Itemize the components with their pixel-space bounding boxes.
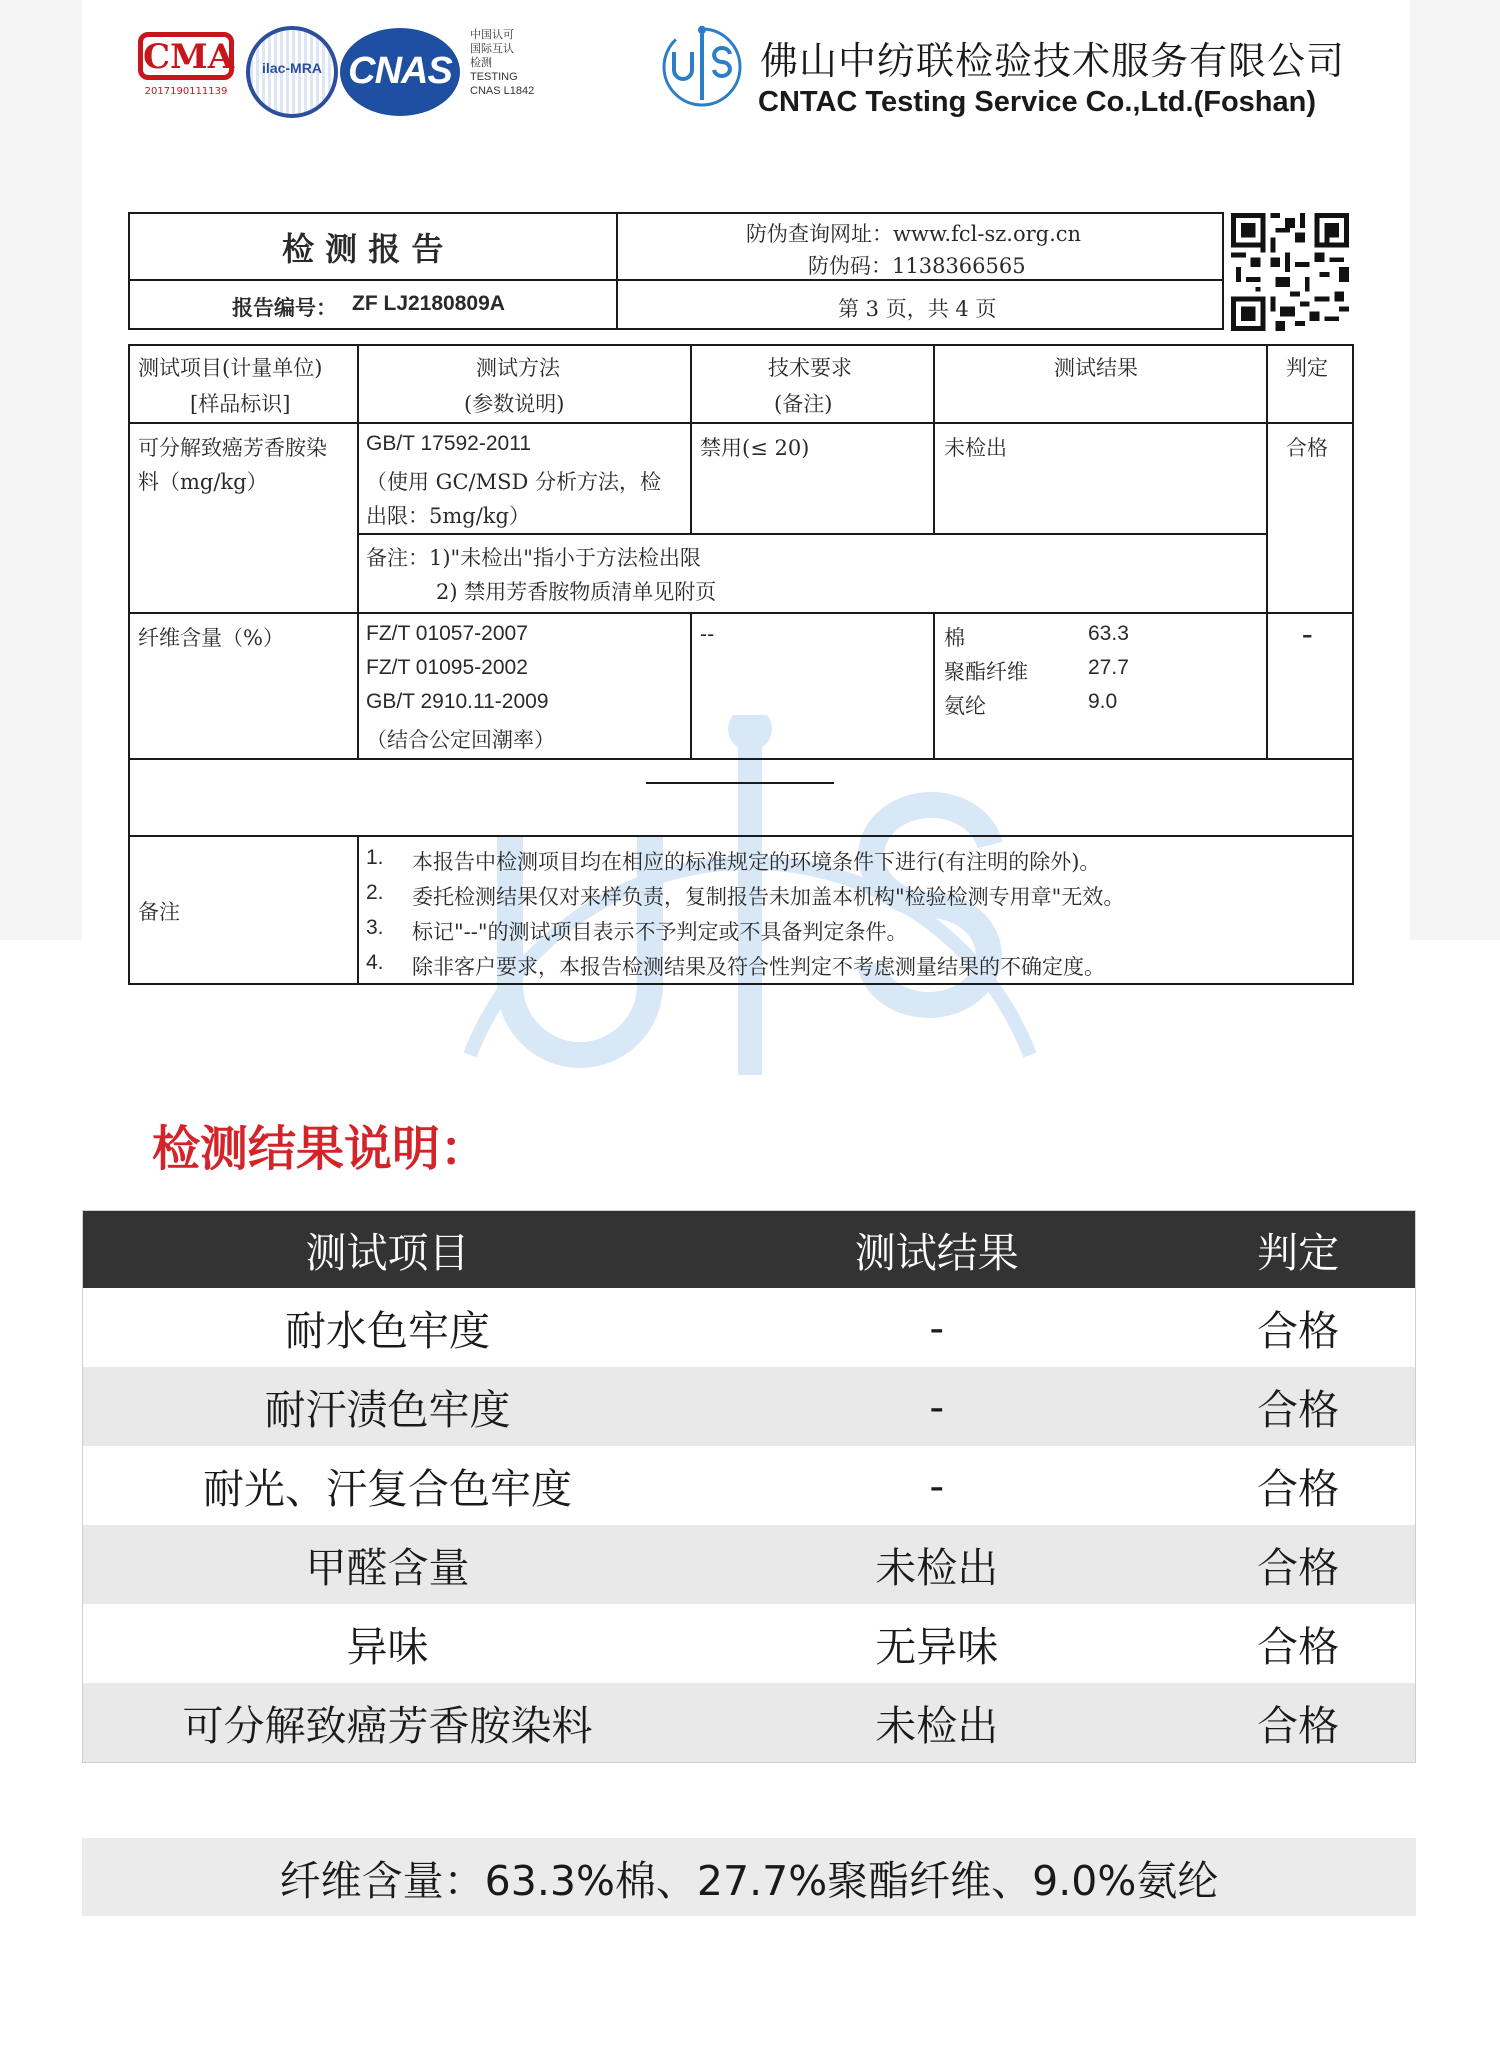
rule xyxy=(616,212,618,330)
table-row xyxy=(83,1604,1415,1683)
rule xyxy=(128,212,1224,214)
header-judgement: 判定 xyxy=(1257,1229,1340,1277)
remark-text: 除非客户要求，本报告检测结果及符合性判定不考虑测量结果的不确定度。 xyxy=(412,955,1105,979)
rule xyxy=(128,983,1354,985)
company-name-cn: 佛山中纺联检验技术服务有限公司 xyxy=(760,39,1346,83)
remark-number: 2. xyxy=(366,881,384,904)
row2-method-line: FZ/T 01095-2002 xyxy=(366,656,528,679)
table-row xyxy=(83,1683,1415,1762)
remark-number: 1. xyxy=(366,846,384,869)
col-item-header: 测试项目(计量单位) xyxy=(138,356,323,380)
col-judge-header: 判定 xyxy=(1286,356,1328,380)
row-test-result: - xyxy=(929,1382,945,1431)
remark-number: 3. xyxy=(366,916,384,939)
remark-number: 4. xyxy=(366,951,384,974)
fiber-name: 聚酯纤维 xyxy=(944,660,1028,684)
row-judgement: 合格 xyxy=(1257,1544,1340,1592)
cnas-side-line: 检测 xyxy=(470,57,492,69)
page-info: 第 3 页，共 4 页 xyxy=(838,297,997,321)
remark-text: 本报告中检测项目均在相应的标准规定的环境条件下进行(有注明的除外)。 xyxy=(412,850,1101,874)
row-test-result: - xyxy=(929,1303,945,1352)
anti-fake-url: 防伪查询网址：www.fcl-sz.org.cn xyxy=(746,222,1082,246)
rule xyxy=(128,758,1354,760)
rule xyxy=(933,344,935,534)
table-row xyxy=(83,1367,1415,1446)
cnas-side-text xyxy=(470,28,534,98)
fiber-content-summary: 纤维含量：63.3%棉、27.7%聚酯纤维、9.0%氨纶 xyxy=(82,1838,1416,1916)
report-title: 检 测 报 告 xyxy=(282,230,444,268)
cnas-mark: CNAS xyxy=(348,50,452,92)
report-number: ZF LJ2180809A xyxy=(352,292,505,315)
row2-judge: – xyxy=(1302,622,1313,647)
col-requirement-subheader: (备注) xyxy=(774,392,833,416)
row1-note-line: 2) 禁用芳香胺物质清单见附页 xyxy=(436,580,717,604)
rule xyxy=(690,344,692,534)
cma-number: 2017190111139 xyxy=(144,86,228,97)
fiber-value: 9.0 xyxy=(1088,690,1118,713)
row-judgement: 合格 xyxy=(1257,1702,1340,1750)
rule xyxy=(358,533,1268,535)
table-row xyxy=(83,1288,1415,1367)
fiber-name: 氨纶 xyxy=(944,694,986,718)
row-test-result: 无异味 xyxy=(875,1623,999,1671)
report-number-label: 报告编号： xyxy=(232,295,337,320)
row1-item-line: 料（mg/kg） xyxy=(138,470,268,494)
row2-method-line: （结合公定回潮率） xyxy=(366,728,555,752)
ilac-mark: ilac-MRA xyxy=(262,60,322,76)
rule xyxy=(1222,212,1224,330)
cnas-side-line: 国际互认 xyxy=(470,43,514,55)
table-header-row xyxy=(83,1211,1415,1288)
row1-item-line: 可分解致癌芳香胺染 xyxy=(138,436,327,460)
remark-text: 标记"--"的测试项目表示不予判定或不具备判定条件。 xyxy=(412,920,908,944)
row2-requirement: -- xyxy=(700,622,715,646)
anti-fake-code: 防伪码：1138366565 xyxy=(808,254,1026,278)
cnas-side-line: 中国认可 xyxy=(470,29,514,41)
cma-mark: CMA xyxy=(138,32,234,80)
company-name-en: CNTAC Testing Service Co.,Ltd.(Foshan) xyxy=(758,86,1317,118)
row-judgement: 合格 xyxy=(1257,1465,1340,1513)
row-judgement: 合格 xyxy=(1257,1386,1340,1434)
rule xyxy=(357,835,359,985)
rule xyxy=(357,344,359,760)
row-test-item: 甲醛含量 xyxy=(305,1544,470,1592)
col-method-header: 测试方法 xyxy=(476,356,560,380)
row-test-result: - xyxy=(929,1461,945,1510)
row1-note-line: 备注：1)"未检出"指小于方法检出限 xyxy=(366,546,701,570)
rule xyxy=(1352,344,1354,985)
empty-row-dash xyxy=(646,782,834,784)
fiber-value: 63.3 xyxy=(1088,622,1129,645)
rule xyxy=(128,279,1224,281)
qr-code-icon xyxy=(1230,213,1350,331)
rule xyxy=(128,212,130,330)
rule xyxy=(128,344,130,985)
cnas-side-line: CNAS L1842 xyxy=(470,85,535,97)
remarks-label: 备注 xyxy=(138,900,180,924)
fiber-value: 27.7 xyxy=(1088,656,1129,679)
row1-judge: 合格 xyxy=(1286,436,1328,460)
uts-logo-icon xyxy=(660,22,744,112)
row-test-item: 可分解致癌芳香胺染料 xyxy=(182,1702,593,1750)
rule xyxy=(128,328,1224,330)
row1-result: 未检出 xyxy=(944,436,1007,460)
col-result-header: 测试结果 xyxy=(1054,356,1138,380)
row1-method-line: 出限：5mg/kg） xyxy=(366,504,530,528)
row1-requirement: 禁用(≤ 20) xyxy=(700,436,810,460)
header-test-result: 测试结果 xyxy=(854,1229,1019,1277)
rule xyxy=(933,612,935,760)
row-test-item: 耐光、汗复合色牢度 xyxy=(203,1465,573,1513)
row2-method-line: GB/T 2910.11-2009 xyxy=(366,690,549,713)
rule xyxy=(128,612,1354,614)
fiber-name: 棉 xyxy=(944,626,965,650)
row-test-item: 耐水色牢度 xyxy=(285,1307,491,1355)
row1-method-line: GB/T 17592-2011 xyxy=(366,432,532,455)
col-method-subheader: (参数说明) xyxy=(464,392,565,416)
row1-method-line: （使用 GC/MSD 分析方法，检 xyxy=(366,470,661,494)
cnas-side-line: TESTING xyxy=(470,71,518,83)
page-margin-left xyxy=(0,0,82,940)
col-item-subheader: [样品标识] xyxy=(190,392,291,416)
remark-text: 委托检测结果仅对来样负责，复制报告未加盖本机构"检验检测专用章"无效。 xyxy=(412,885,1125,909)
row-judgement: 合格 xyxy=(1257,1307,1340,1355)
rule xyxy=(128,835,1354,837)
page-margin-right xyxy=(1410,0,1500,940)
rule xyxy=(128,344,1354,346)
cnas-logo xyxy=(340,28,460,116)
row-test-result: 未检出 xyxy=(875,1702,999,1750)
result-explanation-title: 检测结果说明： xyxy=(152,1121,489,1177)
table-row xyxy=(83,1525,1415,1604)
ilac-mra-logo xyxy=(246,26,338,118)
result-summary-table xyxy=(82,1210,1416,1763)
rule xyxy=(1266,344,1268,760)
row-test-result: 未检出 xyxy=(875,1544,999,1592)
header-test-item: 测试项目 xyxy=(305,1229,470,1277)
row-test-item: 耐汗渍色牢度 xyxy=(264,1386,511,1434)
row2-item: 纤维含量（%） xyxy=(138,626,284,650)
cma-logo xyxy=(138,32,234,102)
row-judgement: 合格 xyxy=(1257,1623,1340,1671)
table-row xyxy=(83,1446,1415,1525)
rule xyxy=(128,422,1354,424)
row-test-item: 异味 xyxy=(346,1623,429,1671)
col-requirement-header: 技术要求 xyxy=(768,356,852,380)
rule xyxy=(690,612,692,760)
row2-method-line: FZ/T 01057-2007 xyxy=(366,622,528,645)
